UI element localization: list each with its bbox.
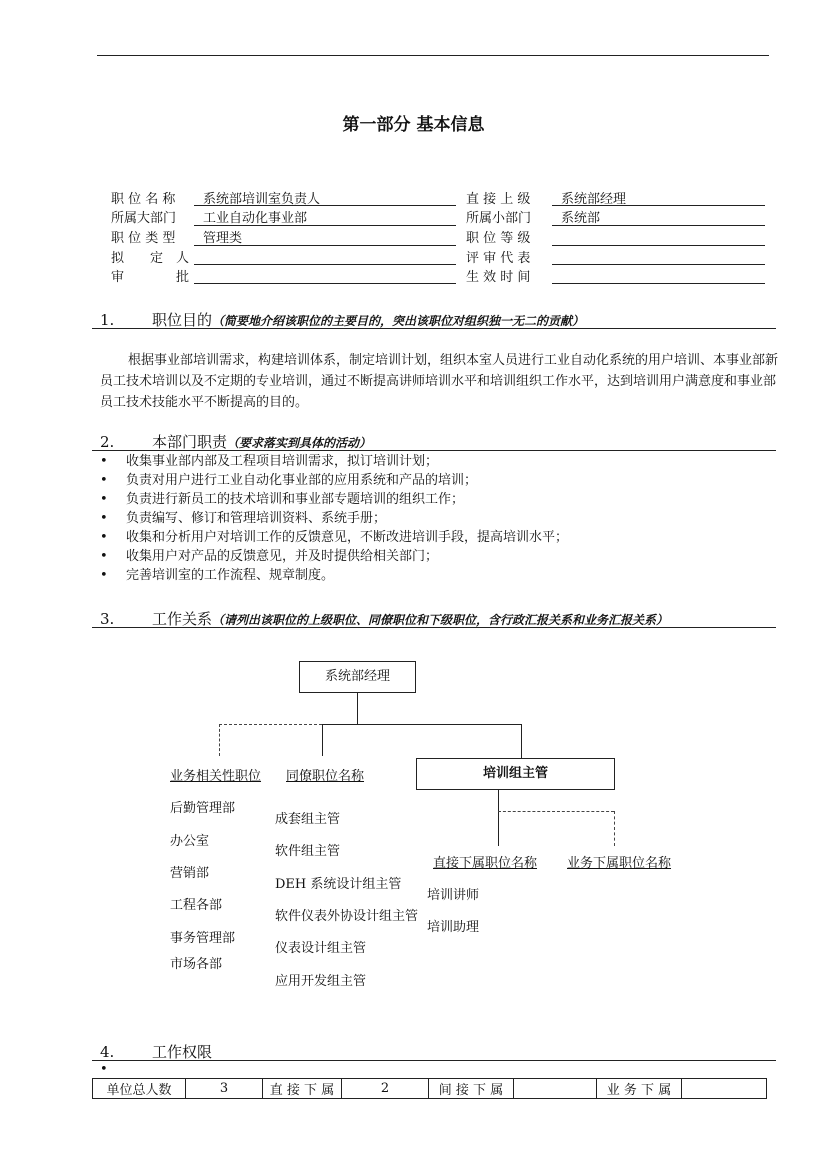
table-cell: 单位总人数 — [93, 1079, 186, 1099]
field-underline — [552, 283, 765, 284]
section-1-heading — [100, 309, 584, 330]
section-3-heading — [100, 608, 668, 629]
authority-table — [92, 1078, 767, 1099]
peer-item: 软件组主管 — [275, 844, 341, 859]
business-related-item: 后勤管理部 — [170, 801, 236, 816]
section-note: （要求落实到具体的活动） — [227, 436, 372, 450]
org-connector — [322, 724, 323, 756]
business-related-item: 市场各部 — [170, 957, 223, 972]
section-note: （简要地介绍该职位的主要目的，突出该职位对组织独一无二的贡献） — [212, 314, 585, 328]
field-underline — [552, 245, 765, 246]
field-underline — [552, 225, 765, 226]
section-title: 职位目的 — [152, 311, 213, 329]
section-number: 2. — [100, 433, 115, 451]
field-label: 审 批 — [111, 270, 190, 285]
field-label: 拟 定 人 — [111, 251, 190, 266]
peer-title: 同僚职位名称 — [286, 769, 365, 784]
page-title: 第一部分 基本信息 — [342, 115, 485, 135]
section-rule — [92, 328, 776, 329]
list-item: • 完善培训室的工作流程、规章制度。 — [100, 568, 335, 583]
table-cell — [682, 1079, 767, 1099]
section-title: 工作关系 — [152, 610, 213, 628]
section-number: 3. — [100, 610, 115, 628]
section-title: 本部门职责 — [152, 433, 228, 451]
org-dashed-connector — [219, 724, 220, 756]
field-label: 直 接 上 级 — [466, 192, 531, 207]
section-number: 4. — [100, 1043, 115, 1061]
field-underline — [194, 245, 456, 246]
section-2-heading — [100, 431, 371, 452]
field-underline — [552, 205, 765, 206]
list-item: • 负责编写、修订和管理培训资料、系统手册； — [100, 511, 387, 526]
section-1-body: 根据事业部培训需求，构建培训体系，制定培训计划，组织本室人员进行工业自动化系统的用户培训、本事业部新员工技术培训以及不定期的专业培训，通过不断提高讲师培训水平和培训组织工作水平，达到培训用户满意度和事业部员工技术技能水平不断提高的目的。 — [100, 353, 779, 410]
org-dashed-connector — [498, 811, 614, 812]
org-node-manager: 系统部经理 — [299, 661, 416, 693]
field-label: 所属大部门 — [111, 211, 177, 226]
direct-sub-item: 培训助理 — [427, 920, 480, 935]
field-label: 职 位 名 称 — [111, 192, 176, 207]
section-rule — [92, 627, 776, 628]
section-rule — [92, 450, 776, 451]
section-title: 工作权限 — [152, 1043, 213, 1061]
business-related-item: 工程各部 — [170, 898, 223, 913]
table-cell — [514, 1079, 597, 1099]
field-value: 系统部经理 — [561, 192, 627, 207]
field-label: 生 效 时 间 — [466, 270, 531, 285]
section-number: 1. — [100, 311, 115, 329]
duties-list — [100, 452, 568, 585]
peer-item: 仪表设计组主管 — [275, 941, 367, 956]
business-related-item: 营销部 — [170, 866, 210, 881]
business-related-item: 办公室 — [170, 834, 210, 849]
field-underline — [194, 225, 456, 226]
field-label: 职 位 等 级 — [466, 231, 531, 246]
field-label: 职 位 类 型 — [111, 231, 176, 246]
direct-sub-title: 直接下属职位名称 — [433, 856, 538, 871]
field-underline — [194, 283, 456, 284]
org-dashed-connector — [219, 724, 322, 725]
list-item: • 负责进行新员工的技术培训和事业部专题培训的组织工作； — [100, 492, 465, 507]
list-item: • 收集事业部内部及工程项目培训需求，拟订培训计划； — [100, 454, 439, 469]
table-cell: 2 — [342, 1079, 429, 1099]
field-value: 系统部培训室负责人 — [203, 192, 321, 207]
table-row — [93, 1079, 767, 1099]
org-dashed-connector — [614, 811, 615, 846]
org-node-self: 培训组主管 — [416, 758, 615, 790]
list-item: • 收集和分析用户对培训工作的反馈意见，不断改进培训手段，提高培训水平； — [100, 530, 569, 545]
header-rule — [97, 55, 769, 56]
org-connector — [521, 724, 522, 758]
section-4-heading — [100, 1041, 212, 1062]
field-value: 工业自动化事业部 — [203, 211, 308, 226]
field-label: 评 审 代 表 — [466, 251, 531, 266]
table-cell: 直 接 下 属 — [263, 1079, 342, 1099]
business-sub-title: 业务下属职位名称 — [567, 856, 672, 871]
direct-sub-item: 培训讲师 — [427, 888, 480, 903]
list-item: • 负责对用户进行工业自动化事业部的应用系统和产品的培训； — [100, 473, 478, 488]
bullet: • — [100, 1062, 108, 1077]
table-cell: 3 — [186, 1079, 263, 1099]
peer-item: 软件仪表外协设计组主管 — [275, 909, 419, 924]
table-cell: 间 接 下 属 — [429, 1079, 514, 1099]
org-connector — [357, 693, 358, 724]
peer-item: DEH 系统设计组主管 — [275, 877, 402, 892]
section-note: （请列出该职位的上级职位、同僚职位和下级职位，含行政汇报关系和业务汇报关系） — [212, 613, 669, 627]
field-label: 所属小部门 — [466, 211, 532, 226]
field-underline — [194, 264, 456, 265]
field-value: 系统部 — [561, 211, 601, 226]
list-item: • 收集用户对产品的反馈意见，并及时提供给相关部门； — [100, 549, 439, 564]
org-connector — [322, 724, 521, 725]
business-related-title: 业务相关性职位 — [170, 769, 262, 784]
business-related-item: 事务管理部 — [170, 931, 236, 946]
peer-item: 成套组主管 — [275, 812, 341, 827]
field-underline — [194, 205, 456, 206]
table-cell: 业 务 下 属 — [597, 1079, 682, 1099]
org-connector — [498, 790, 499, 846]
section-rule — [92, 1060, 776, 1061]
peer-item: 应用开发组主管 — [275, 974, 367, 989]
field-value: 管理类 — [203, 231, 243, 246]
field-underline — [552, 264, 765, 265]
